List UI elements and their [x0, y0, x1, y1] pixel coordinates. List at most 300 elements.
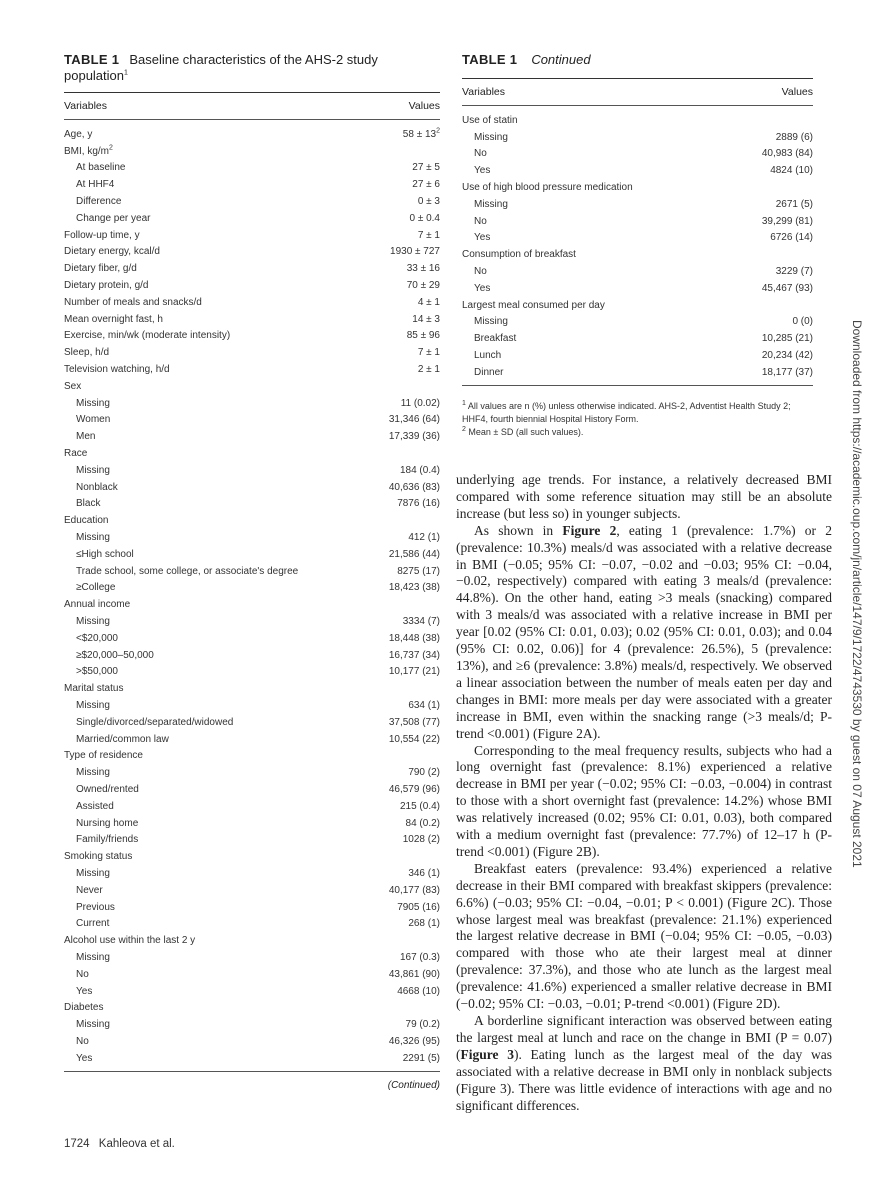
row-value: 84 (0.2)	[405, 817, 440, 829]
unit-superscript: 2	[109, 144, 113, 152]
table-row	[462, 230, 813, 247]
table-footnotes	[462, 400, 813, 439]
row-label-wrap	[64, 1019, 110, 1030]
row-label: Women	[76, 414, 111, 426]
row-label: Assisted	[76, 800, 114, 812]
row-label-wrap	[64, 566, 298, 577]
row-label: No	[474, 266, 487, 278]
row-value: 18,448 (38)	[388, 632, 440, 644]
row-label: Largest meal consumed per day	[462, 299, 605, 311]
row-label: At baseline	[76, 162, 126, 174]
table-row	[64, 193, 440, 210]
row-label: No	[76, 1035, 89, 1047]
row-label-wrap	[64, 700, 110, 711]
table-row	[64, 865, 440, 882]
row-value: 8275 (17)	[397, 565, 440, 577]
table-row	[462, 364, 813, 381]
row-label-wrap	[64, 263, 137, 274]
row-label-wrap	[64, 683, 123, 694]
table-row	[64, 395, 440, 412]
row-value: 10,285 (21)	[761, 333, 813, 345]
row-value: 412 (1)	[408, 532, 440, 544]
row-label: Missing	[76, 397, 110, 409]
row-label: Missing	[76, 951, 110, 963]
row-label-wrap	[462, 199, 508, 210]
row-label: Sleep, h/d	[64, 347, 110, 359]
row-label-wrap	[64, 129, 92, 140]
page-footer	[64, 1138, 175, 1150]
table-row	[64, 445, 440, 462]
caption-footnote-mark: 1	[124, 69, 128, 77]
row-label-wrap	[64, 767, 110, 778]
row-label: Single/divorced/separated/widowed	[76, 716, 234, 728]
row-label: Missing	[76, 699, 110, 711]
row-label-wrap	[64, 146, 113, 157]
table-row	[64, 227, 440, 244]
row-label: Previous	[76, 901, 115, 913]
row-value: 85 ± 96	[406, 330, 440, 342]
row-value: 2671 (5)	[775, 198, 813, 210]
table-row	[64, 277, 440, 294]
table-row	[64, 512, 440, 529]
table-row	[64, 244, 440, 261]
table-row	[462, 146, 813, 163]
table-header	[64, 93, 440, 119]
row-label-wrap	[462, 367, 503, 378]
row-label: Trade school, some college, or associate's degree	[76, 565, 299, 577]
continued-note: (Continued)	[387, 1079, 440, 1091]
row-value: 27 ± 5	[412, 162, 440, 174]
row-label: Yes	[76, 1052, 93, 1064]
table-row	[64, 143, 440, 160]
row-label-wrap	[64, 297, 202, 308]
table-caption	[64, 52, 440, 84]
table-row	[462, 347, 813, 364]
row-label: Nonblack	[76, 481, 118, 493]
row-label-wrap	[64, 465, 110, 476]
table-row	[64, 529, 440, 546]
row-label-wrap	[64, 1053, 92, 1064]
row-value: 79 (0.2)	[405, 1019, 440, 1031]
row-value: $58 \pm 13^2$	[402, 127, 440, 140]
table-row	[64, 563, 440, 580]
row-value: 2889 (6)	[775, 131, 813, 143]
row-value: 39,299 (81)	[761, 215, 813, 227]
row-label: Married/common law	[76, 733, 169, 745]
row-value: 7 ± 1	[417, 347, 440, 359]
table-row	[462, 179, 813, 196]
table-body	[64, 126, 440, 1067]
row-label: Missing	[76, 1019, 110, 1031]
table-row	[64, 831, 440, 848]
article-body	[456, 472, 832, 1114]
row-label-wrap	[64, 448, 87, 459]
row-value: 18,423 (38)	[388, 582, 440, 594]
row-label: No	[76, 968, 89, 980]
row-label-wrap	[64, 347, 109, 358]
row-label: Yes	[474, 282, 491, 294]
row-value: 11 (0.02)	[400, 397, 440, 409]
row-label: Breakfast	[474, 333, 517, 345]
table-row	[64, 596, 440, 613]
table-1	[64, 52, 440, 1091]
row-label: Missing	[76, 532, 110, 544]
row-label: Current	[76, 918, 110, 930]
header-values: Values	[408, 100, 440, 112]
row-value: 6726 (14)	[770, 232, 813, 244]
table-row	[64, 747, 440, 764]
row-value: 46,326 (95)	[388, 1035, 440, 1047]
row-label: ≤High school	[76, 548, 134, 560]
table-row	[64, 496, 440, 513]
row-value: 10,177 (21)	[388, 666, 440, 678]
table-row	[462, 112, 813, 129]
row-label-wrap	[64, 902, 115, 913]
paragraph: underlying age trends. For instance, a relatively decreased BMI compared with some reference situation may still be an absolute increase (but less so) in younger subjects.	[456, 472, 832, 521]
table-row	[462, 263, 813, 280]
row-label-wrap	[462, 316, 508, 327]
row-label-wrap	[64, 314, 163, 325]
row-value: 3229 (7)	[775, 266, 813, 278]
table-row	[64, 815, 440, 832]
table-row	[64, 361, 440, 378]
row-label-wrap	[462, 266, 487, 277]
row-label-wrap	[64, 515, 108, 526]
row-label-wrap	[64, 532, 110, 543]
table-row	[64, 764, 440, 781]
table-caption	[462, 52, 813, 68]
row-label-wrap	[64, 750, 143, 761]
row-label: Never	[76, 884, 103, 896]
row-label: At HHF4	[76, 179, 115, 191]
footnote: $^2$ Mean ± SD (all such values).	[462, 425, 584, 437]
row-label: No	[474, 215, 487, 227]
table-row	[462, 213, 813, 230]
row-label: Diabetes	[64, 1002, 104, 1014]
row-value: 14 ± 3	[412, 313, 440, 325]
row-label-wrap	[64, 179, 114, 190]
row-value: 43,861 (90)	[388, 968, 440, 980]
row-label: Yes	[474, 165, 491, 177]
row-label-wrap	[64, 952, 110, 963]
row-label-wrap	[462, 182, 633, 193]
header-variables: Variables	[462, 86, 505, 98]
row-label-wrap	[64, 599, 130, 610]
row-value: 46,579 (96)	[388, 783, 440, 795]
table-row	[64, 899, 440, 916]
row-value: 37,508 (77)	[388, 716, 440, 728]
row-label: Use of high blood pressure medication	[462, 182, 633, 194]
row-label-wrap	[64, 431, 95, 442]
table-row	[64, 680, 440, 697]
row-label-wrap	[64, 213, 151, 224]
table-row	[64, 378, 440, 395]
row-label: Difference	[76, 196, 122, 208]
row-label-wrap	[64, 364, 170, 375]
row-value: 40,983 (84)	[761, 148, 813, 160]
row-label: Marital status	[64, 683, 124, 695]
row-label-wrap	[64, 666, 118, 677]
row-label-wrap	[64, 868, 110, 879]
row-label: ≥$20,000–50,000	[76, 649, 154, 661]
table-row	[64, 546, 440, 563]
row-label: Television watching, h/d	[64, 364, 170, 376]
row-label-wrap	[64, 1036, 89, 1047]
table-row	[64, 294, 440, 311]
row-value: 346 (1)	[408, 867, 440, 879]
figure-ref[interactable]: Figure 3	[460, 1046, 514, 1062]
row-label-wrap	[462, 300, 605, 311]
row-label-wrap	[462, 216, 487, 227]
running-authors: Kahleova et al.	[98, 1138, 175, 1150]
row-label: Nursing home	[76, 817, 139, 829]
row-label-wrap	[64, 616, 110, 627]
table-row	[64, 781, 440, 798]
row-value: 167 (0.3)	[399, 951, 440, 963]
row-label-wrap	[64, 230, 140, 241]
row-label: Follow-up time, y	[64, 229, 140, 241]
row-value: 70 ± 29	[406, 280, 440, 292]
figure-ref[interactable]: Figure 2	[562, 522, 617, 538]
table-row	[462, 129, 813, 146]
table-row	[462, 196, 813, 213]
row-label-wrap	[64, 935, 195, 946]
row-value: 3334 (7)	[402, 616, 440, 627]
row-label-wrap	[462, 333, 516, 344]
row-value: 16,737 (34)	[388, 649, 440, 661]
row-label: Dietary protein, g/d	[64, 280, 149, 292]
table-row	[64, 915, 440, 932]
row-label-wrap	[64, 851, 132, 862]
row-label-wrap	[64, 549, 134, 560]
row-label-wrap	[64, 582, 115, 593]
row-label-wrap	[462, 283, 490, 294]
row-label: BMI, kg/m	[64, 145, 110, 157]
row-label: Missing	[474, 316, 508, 328]
row-value: 2291 (5)	[402, 1052, 440, 1064]
row-label-wrap	[462, 249, 576, 260]
row-value: 31,346 (64)	[388, 414, 440, 426]
table-row	[462, 246, 813, 263]
paragraph: Breakfast eaters (prevalence: 93.4%) experienced a relative decrease in their BMI compared with breakfast skippers (prevalence: 6.6%) (−0.03; 95% CI: −0.04, −0.01; P < 0.001) (Figure 2C). Those whose largest meal was breakfast (prevalence: 21.1%) experienced the largest relative decrease in BMI (−0.04; 95% CI: −0.05, −0.03) compared with those who ate their largest meal at dinner (prevalence: 37.3%), and those who ate lunch as the largest meal (prevalence: 41.6%) experienced a smaller relative decrease in BMI (−0.02; 95% CI: −0.03, −0.01; P-trend <0.001) (Figure 2D).	[456, 860, 832, 1012]
paragraph: A borderline significant interaction was observed between eating the largest meal at lunch and race on the change in BMI (P = 0.07) (Figure 3). Eating lunch as the largest meal of the day was associated with a relative decrease in BMI only in nonblack subjects (Figure 3). There was little evidence of interactions with age and no significant differences.	[456, 1013, 832, 1113]
footnote: $^1$ All values are n (%) unless otherwise indicated. AHS-2, Adventist Health Study 2; HHF4, fourth biennial Hospital History Form.	[462, 399, 791, 424]
row-value: 2 ± 1	[417, 364, 440, 376]
table-row	[64, 613, 440, 630]
row-label-wrap	[64, 650, 154, 661]
table-body	[462, 112, 813, 381]
table-row	[64, 983, 440, 1000]
table-row	[64, 126, 440, 143]
row-label: Yes	[474, 232, 491, 244]
table-row	[64, 311, 440, 328]
row-label: Men	[76, 431, 96, 443]
row-value: 1930 ± 727	[390, 246, 440, 258]
row-label-wrap	[64, 784, 139, 795]
row-value: 21,586 (44)	[388, 548, 440, 560]
page-number: 1724	[64, 1138, 90, 1150]
table-row	[462, 330, 813, 347]
row-label: Age, y	[64, 128, 93, 140]
row-label-wrap	[64, 1002, 103, 1013]
row-label-wrap	[462, 148, 487, 159]
row-label-wrap	[64, 414, 110, 425]
table-row	[64, 697, 440, 714]
table-row	[64, 999, 440, 1016]
row-label: Family/friends	[76, 834, 139, 846]
table-row	[462, 297, 813, 314]
row-label: ≥College	[76, 582, 116, 594]
row-label-wrap	[462, 350, 501, 361]
table-row	[64, 664, 440, 681]
row-value: 7905 (16)	[397, 901, 440, 913]
row-value: 45,467 (93)	[761, 282, 813, 294]
row-label: >$50,000	[76, 666, 118, 678]
row-label-wrap	[462, 115, 518, 126]
table-row	[64, 714, 440, 731]
row-value: 40,177 (83)	[388, 884, 440, 896]
row-label: Owned/rented	[76, 783, 139, 795]
row-label: Race	[64, 448, 88, 460]
row-value: 0 ± 3	[417, 196, 440, 208]
row-label-wrap	[64, 330, 230, 341]
table-1-continued	[462, 52, 813, 439]
row-label-wrap	[462, 165, 490, 176]
table-row	[462, 280, 813, 297]
row-label: Change per year	[76, 212, 151, 224]
row-value: 0 ± 0.4	[409, 212, 440, 224]
table-row	[64, 1050, 440, 1067]
row-label: Consumption of breakfast	[462, 249, 576, 261]
row-label-wrap	[64, 918, 109, 929]
row-label: No	[474, 148, 487, 160]
row-label-wrap	[462, 232, 490, 243]
row-value: 17,339 (36)	[388, 431, 440, 443]
row-label: Missing	[474, 198, 508, 210]
row-label-wrap	[64, 196, 121, 207]
row-label: Black	[76, 498, 101, 510]
row-label: Yes	[76, 985, 93, 997]
row-label: <$20,000	[76, 632, 118, 644]
row-value: 40,636 (83)	[388, 481, 440, 493]
table-row	[64, 882, 440, 899]
table-row	[64, 932, 440, 949]
row-label: Dinner	[474, 366, 504, 378]
row-label: Missing	[76, 867, 110, 879]
row-label-wrap	[64, 246, 160, 257]
table-row	[64, 798, 440, 815]
table-row	[64, 462, 440, 479]
table-row	[64, 731, 440, 748]
row-value: 7 ± 1	[417, 229, 440, 241]
row-label-wrap	[64, 498, 100, 509]
row-label: Lunch	[474, 350, 502, 362]
row-value: 10,554 (22)	[388, 733, 440, 745]
row-label-wrap	[64, 986, 92, 997]
row-label: Smoking status	[64, 851, 133, 863]
row-value: 184 (0.4)	[399, 464, 440, 476]
table-row	[64, 328, 440, 345]
row-label-wrap	[64, 801, 114, 812]
row-label: Sex	[64, 380, 82, 392]
row-label: Dietary energy, kcal/d	[64, 246, 160, 258]
row-value: 4 ± 1	[417, 296, 440, 308]
row-label: Missing	[474, 131, 508, 143]
row-value: 33 ± 16	[406, 263, 440, 275]
row-label-wrap	[64, 717, 233, 728]
table-row	[64, 160, 440, 177]
row-label: Exercise, min/wk (moderate intensity)	[64, 330, 231, 342]
header-values: Values	[781, 86, 813, 98]
row-label-wrap	[64, 381, 81, 392]
row-label: Alcohol use within the last 2 y	[64, 935, 196, 947]
paragraph: Corresponding to the meal frequency results, subjects who had a long overnight fast (prevalence: 8.1%) experienced a relative decrease in BMI per year (−0.02; 95% CI: −0.03, −0.004) in contrast to those with a short overnight fast (prevalence: 14.2%) whose BMI was relatively increased (0.02; 95% CI: 0.01, 0.03), both compared with a medium overnight fast (prevalence: 77.7%) of 12–17 h (P-trend <0.001) (Figure 2B).	[456, 742, 832, 859]
row-label-wrap	[64, 885, 103, 896]
table-row	[64, 630, 440, 647]
table-row	[64, 344, 440, 361]
table-row	[462, 314, 813, 331]
row-value: 18,177 (37)	[761, 366, 813, 378]
row-label-wrap	[64, 969, 89, 980]
table-row	[64, 966, 440, 983]
row-value: 27 ± 6	[412, 179, 440, 191]
paragraph: As shown in Figure 2, eating 1 (prevalence: 1.7%) or 2 (prevalence: 10.3%) meals/d was associated with a relative decrease in BMI (−0.05; 95% CI: −0.07, −0.02 and −0.03; 95% CI: −0.04, −0.02, respectively) compared with eating 3 meals/d (prevalence: 44.8%). On the other hand, eating >3 meals (snacking) compared with 3 meals/d was associated with a relative increase in BMI per year [0.02 (95% CI: 0.01, 0.03); 0.02 (95% CI: 0.01, 0.03); and 0.04 (95% CI: 0.02, 0.06)] for 4 (prevalence: 26.5%), 5 (prevalence: 13%), and ≥6 (prevalence: 3.8%) meals/d, respectively. We observed a linear association between the number of meals eaten per day and changes in BMI: more meals per day were associated with a greater increase in BMI, even within the snacking range (>3 meals/d; P-trend <0.001) (Figure 2A).	[456, 522, 832, 741]
row-label: Annual income	[64, 599, 131, 611]
table-row	[64, 210, 440, 227]
row-value: 7876 (16)	[397, 498, 440, 510]
row-label: Mean overnight fast, h	[64, 313, 163, 325]
header-variables: Variables	[64, 100, 107, 112]
table-row	[64, 479, 440, 496]
row-label: Missing	[76, 616, 110, 627]
row-label-wrap	[64, 162, 125, 173]
table-label: TABLE 1	[64, 52, 120, 67]
row-label-wrap	[64, 398, 110, 409]
table-caption-text: Baseline characteristics of the AHS-2 study population	[64, 52, 378, 83]
row-label-wrap	[64, 633, 118, 644]
row-value: 790 (2)	[408, 767, 440, 779]
table-row	[64, 949, 440, 966]
table-row	[64, 260, 440, 277]
row-value: 268 (1)	[408, 918, 440, 930]
row-label-wrap	[64, 280, 149, 291]
row-value: 1028 (2)	[402, 834, 440, 846]
table-row	[462, 162, 813, 179]
table-row	[64, 848, 440, 865]
row-label-wrap	[462, 132, 508, 143]
row-label: Number of meals and snacks/d	[64, 296, 202, 308]
row-value: 20,234 (42)	[761, 350, 813, 362]
row-label: Type of residence	[64, 750, 143, 762]
row-label-wrap	[64, 834, 138, 845]
row-value: 4668 (10)	[397, 985, 440, 997]
row-label: Missing	[76, 464, 110, 476]
table-label: TABLE 1	[462, 52, 518, 67]
row-label: Use of statin	[462, 114, 518, 126]
row-label: Missing	[76, 767, 110, 779]
row-label-wrap	[64, 734, 169, 745]
row-value: 215 (0.4)	[399, 800, 440, 812]
table-row	[64, 412, 440, 429]
row-label: Education	[64, 515, 109, 527]
row-value: 0 (0)	[792, 316, 813, 328]
table-row	[64, 428, 440, 445]
table-row	[64, 580, 440, 597]
row-label: Dietary fiber, g/d	[64, 263, 137, 275]
row-value: 4824 (10)	[770, 165, 813, 177]
download-notice: Downloaded from https://academic.oup.com/jn/article/147/9/1722/4743530 by guest on 07 August 2021	[850, 320, 864, 868]
row-value: 634 (1)	[408, 699, 440, 711]
